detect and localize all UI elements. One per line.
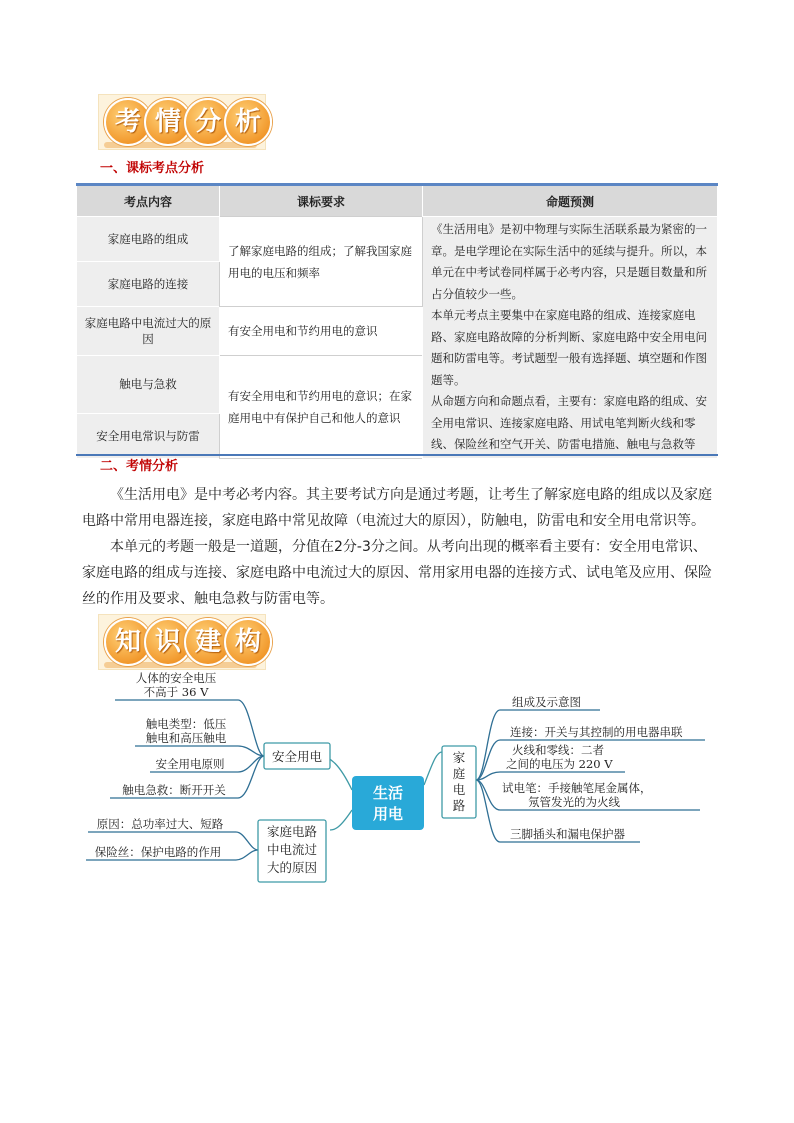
center-label: 生活	[372, 784, 404, 802]
household-leaf-text: 试电笔：手接触笔尾金属体，	[502, 781, 652, 795]
banner-char: 建	[184, 618, 232, 666]
safety-label: 安全用电	[271, 749, 323, 764]
overcurrent-label: 家庭电路	[266, 824, 318, 839]
requirement-cell: 有安全用电和节约用电的意识	[220, 307, 423, 356]
safety-leaf-text: 人体的安全电压	[135, 671, 217, 685]
overcurrent-label: 大的原因	[266, 860, 318, 875]
household-label: 家	[452, 750, 466, 765]
overcurrent-leaf-text: 原因：总功率过大、短路	[96, 817, 224, 831]
safety-leaf-text: 触电类型：低压	[145, 717, 227, 731]
curriculum-table	[76, 183, 718, 459]
section2-title: 二、考情分析	[100, 459, 179, 474]
analysis-paragraph: 本单元的考题一般是一道题，分值在2分-3分之间。从考向出现的概率看主要有：安全用电常识、家庭电路的组成与连接、家庭电路中电流过大的原因、常用家用电器的连接方式、试电笔及应用、保险丝的作用及要求、触电急救与防雷电等。	[82, 539, 712, 607]
analysis-banner	[98, 94, 264, 148]
header-point: 考点内容	[77, 185, 220, 217]
prediction-paragraph: 从命题方向和命题点看，主要有：家庭电路的组成、安全用电常识、连接家庭电路、用试电笔判断火线和零线、保险丝和空气开关、防雷电措施、触电与急救等	[431, 394, 707, 451]
prediction-cell	[423, 217, 718, 459]
banner-char: 分	[184, 98, 232, 146]
banner-char: 识	[144, 618, 192, 666]
analysis-paragraph: 《生活用电》是中考必考内容。其主要考试方向是通过考题，让考生了解家庭电路的组成以及家庭电路中常用电器连接，家庭电路中常见故障（电流过大的原因），防触电，防雷电和安全用电常识等。	[82, 487, 712, 529]
section1-title: 一、课标考点分析	[100, 161, 205, 176]
leaf-line	[476, 772, 625, 780]
household-label: 庭	[452, 766, 466, 781]
point-cell: 家庭电路中电流过大的原因	[77, 307, 220, 356]
connector-line	[330, 810, 352, 830]
banner-char: 情	[144, 98, 192, 146]
prediction-paragraph: 本单元考点主要集中在家庭电路的组成、连接家庭电路、家庭电路故障的分析判断、家庭电路中安全用电问题和防雷电等。考试题型一般有选择题、填空题和作图题等。	[431, 308, 707, 387]
banner-char: 析	[224, 98, 272, 146]
banner-char: 构	[224, 618, 272, 666]
leaf-line	[135, 746, 264, 756]
household-leaf-text: 连接：开关与其控制的用电器串联	[510, 725, 683, 739]
point-cell: 家庭电路的组成	[77, 217, 220, 262]
header-requirement: 课标要求	[220, 185, 423, 217]
point-cell: 触电与急救	[77, 356, 220, 414]
banner-char: 考	[104, 98, 152, 146]
safety-leaf-text: 触电急救：断开开关	[122, 783, 226, 797]
header-prediction: 命题预测	[423, 185, 718, 217]
household-label: 路	[452, 798, 466, 813]
banner-char: 知	[104, 618, 152, 666]
household-label: 电	[452, 782, 466, 797]
connector-line	[424, 752, 442, 785]
knowledge-banner	[98, 614, 264, 668]
mind-map	[0, 670, 794, 890]
requirement-cell: 了解家庭电路的组成；了解我国家庭用电的电压和频率	[220, 217, 423, 307]
safety-leaf-text: 安全用电原则	[155, 757, 225, 771]
point-cell: 安全用电常识与防雷	[77, 413, 220, 458]
overcurrent-label: 中电流过	[266, 842, 318, 857]
household-leaf-text: 氖管发光的为火线	[528, 795, 620, 809]
overcurrent-leaf-text: 保险丝：保护电路的作用	[94, 845, 222, 859]
requirement-cell: 有安全用电和节约用电的意识；在家庭用电中有保护自己和他人的意识	[220, 356, 423, 459]
prediction-paragraph: 《生活用电》是初中物理与实际生活联系最为紧密的一章。是电学理论在实际生活中的延续与提升。所以，本单元在中考试卷同样属于必考内容，只是题目数量和所占分值较少一些。	[431, 222, 707, 301]
household-leaf-text: 组成及示意图	[512, 695, 581, 709]
household-leaf-text: 火线和零线：二者	[512, 743, 604, 757]
household-leaf-text: 三脚插头和漏电保护器	[510, 827, 625, 841]
point-cell: 家庭电路的连接	[77, 262, 220, 307]
household-leaf-text: 之间的电压为 220 V	[506, 757, 613, 771]
safety-leaf-text: 不高于 36 V	[143, 685, 209, 699]
safety-leaf-text: 触电和高压触电	[145, 731, 227, 745]
center-label: 用电	[372, 805, 404, 823]
